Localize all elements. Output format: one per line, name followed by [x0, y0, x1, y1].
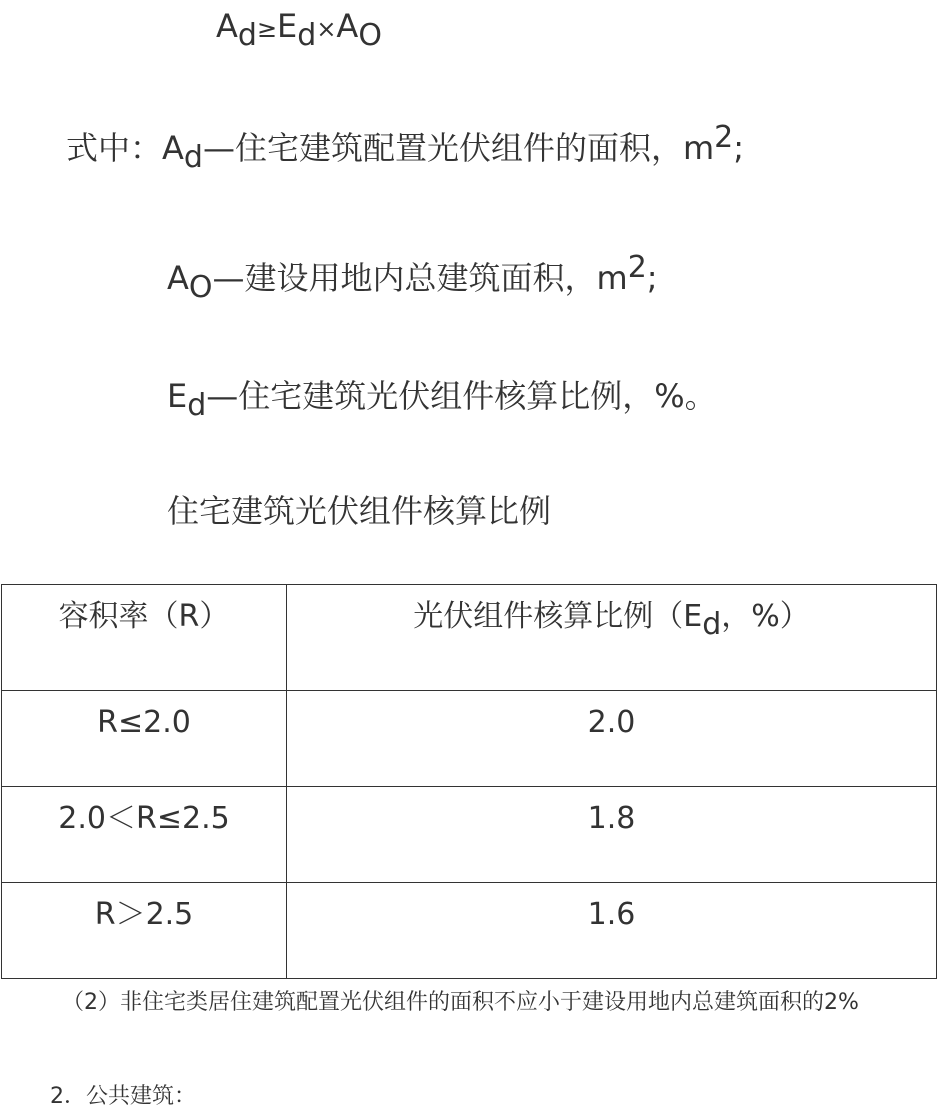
legend-ed: [167, 376, 717, 423]
formula: [216, 6, 382, 53]
table-title: 住宅建筑光伏组件核算比例: [167, 492, 552, 530]
header-e-post: ，%）: [721, 599, 810, 634]
formula-sub-o: O: [358, 18, 382, 53]
ratio-table: [1, 584, 937, 979]
formula-sub-d2: d: [297, 18, 317, 53]
ed-symbol: E: [167, 377, 188, 415]
legend-prefix: 式中：: [66, 129, 163, 167]
ao-text: —建设用地内总建筑面积，m: [212, 259, 628, 297]
formula-times: ×: [316, 15, 337, 43]
ao-symbol: A: [167, 259, 189, 297]
ad-semicolon: ;: [733, 129, 745, 167]
ad-symbol: A: [162, 129, 184, 167]
formula-e: E: [277, 7, 298, 45]
ad-sub: d: [183, 140, 203, 175]
cell-e: 1.6: [287, 883, 937, 979]
table-row: [2, 883, 937, 979]
table-header-row: [2, 585, 937, 691]
cell-e: 2.0: [287, 691, 937, 787]
section-public-buildings: 2．公共建筑：: [50, 1084, 196, 1109]
cell-r: 2.0＜R≤2.5: [2, 787, 287, 883]
formula-ge: ≥: [256, 15, 278, 43]
ao-sub: O: [188, 270, 213, 305]
header-e-pre: 光伏组件核算比例（E: [413, 599, 703, 634]
ao-semicolon: ;: [646, 259, 658, 297]
note-nonresidential: （2）非住宅类居住建筑配置光伏组件的面积不应小于建设用地内总建筑面积的2%: [62, 990, 859, 1015]
ao-sup: 2: [627, 250, 647, 285]
legend-ao: [167, 250, 658, 305]
ed-sub: d: [187, 388, 207, 423]
cell-e: 1.8: [287, 787, 937, 883]
table-row: [2, 691, 937, 787]
formula-a: A: [216, 7, 238, 45]
header-e: [287, 585, 937, 691]
legend-ad: [66, 120, 745, 175]
ad-text: —住宅建筑配置光伏组件的面积，m: [202, 129, 715, 167]
table-row: [2, 787, 937, 883]
ad-sup: 2: [714, 120, 734, 155]
cell-r: R≤2.0: [2, 691, 287, 787]
formula-sub-d: d: [237, 18, 257, 53]
cell-r: R＞2.5: [2, 883, 287, 979]
header-r: 容积率（R）: [2, 585, 287, 691]
header-e-sub: d: [702, 607, 722, 642]
formula-a2: A: [336, 7, 359, 45]
ed-text: —住宅建筑光伏组件核算比例，%。: [206, 377, 717, 415]
